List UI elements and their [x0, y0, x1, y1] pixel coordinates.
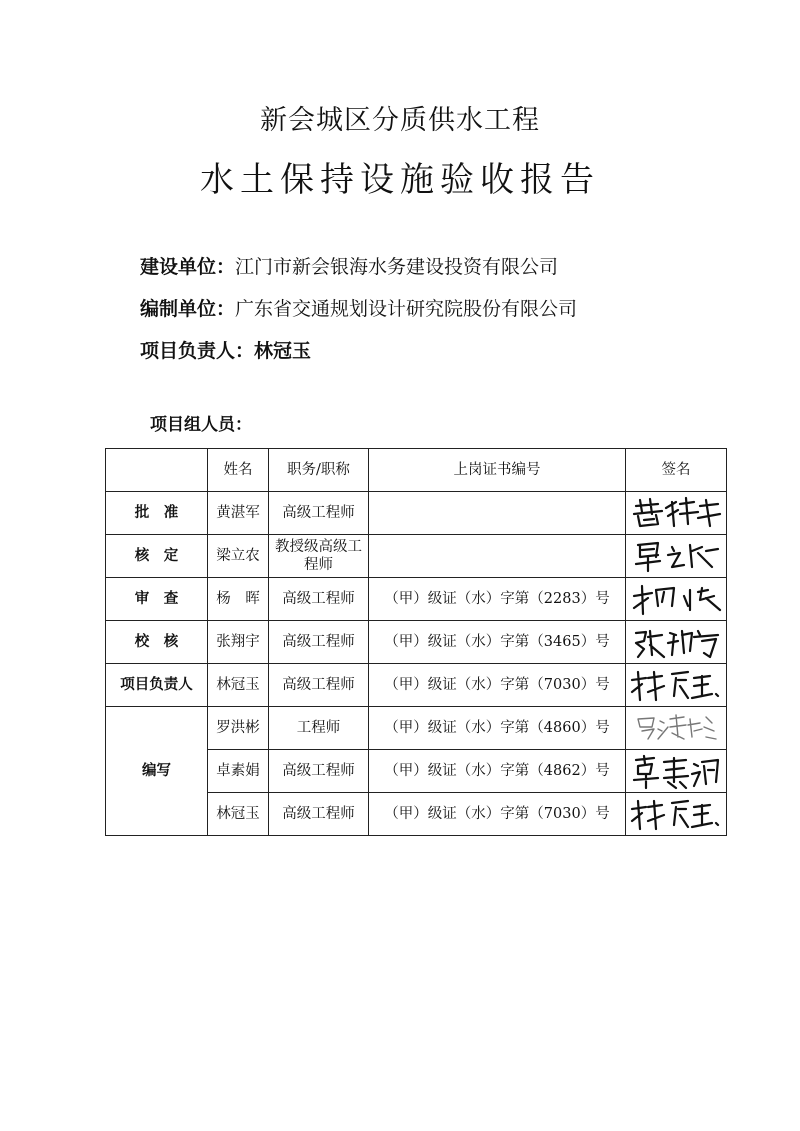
- name-cell: 梁立农: [208, 535, 269, 578]
- name-cell: 杨 晖: [208, 578, 269, 621]
- table-row: [106, 707, 727, 750]
- title-cell: 高级工程师: [269, 621, 369, 664]
- signature-cell: [626, 707, 727, 750]
- leader-label: 项目负责人：: [140, 340, 255, 362]
- cert-cell: （甲）级证（水）字第（4860）号: [369, 707, 626, 750]
- title-cell: 工程师: [269, 707, 369, 750]
- table-row: [106, 664, 727, 707]
- role-cell: 编写: [106, 707, 208, 836]
- cert-cell: [369, 535, 626, 578]
- cert-cell: （甲）级证（水）字第（2283）号: [369, 578, 626, 621]
- name-cell: 黄湛军: [208, 492, 269, 535]
- signature-image: [628, 580, 724, 618]
- role-cell: 核 定: [106, 535, 208, 578]
- compiler-value: 广东省交通规划设计研究院股份有限公司: [235, 298, 578, 320]
- signature-image: [628, 666, 724, 704]
- title-cell: 教授级高级工程师: [269, 535, 369, 578]
- title-cell: 高级工程师: [269, 492, 369, 535]
- project-title: 新会城区分质供水工程: [260, 105, 540, 136]
- signature-cell: [626, 492, 727, 535]
- role-cell: 批 准: [106, 492, 208, 535]
- signature-cell: [626, 535, 727, 578]
- compiler-label: 编制单位：: [140, 298, 236, 320]
- title-cell: 高级工程师: [269, 664, 369, 707]
- cert-cell: [369, 492, 626, 535]
- table-row: [106, 492, 727, 535]
- builder-value: 江门市新会银海水务建设投资有限公司: [235, 256, 559, 278]
- header-role: [106, 449, 208, 492]
- report-title: 水土保持设施验收报告: [200, 160, 600, 200]
- signature-cell: [626, 793, 727, 836]
- name-cell: 张翔宇: [208, 621, 269, 664]
- cert-cell: （甲）级证（水）字第（3465）号: [369, 621, 626, 664]
- signature-image: [628, 709, 724, 747]
- title-cell: 高级工程师: [269, 750, 369, 793]
- name-cell: 罗洪彬: [208, 707, 269, 750]
- role-cell: 校 核: [106, 621, 208, 664]
- signature-image: [628, 494, 724, 532]
- header-signature: 签名: [626, 449, 727, 492]
- leader-line: [140, 336, 311, 363]
- compiler-line: [140, 294, 577, 321]
- signature-image: [628, 795, 724, 833]
- signature-cell: [626, 664, 727, 707]
- cert-cell: （甲）级证（水）字第（7030）号: [369, 664, 626, 707]
- signature-image: [628, 623, 724, 661]
- table-header-row: [106, 449, 727, 492]
- role-cell: 项目负责人: [106, 664, 208, 707]
- signature-image: [628, 752, 724, 790]
- members-label: 项目组人员：: [150, 415, 252, 435]
- builder-line: [140, 252, 558, 279]
- title-cell: 高级工程师: [269, 578, 369, 621]
- role-cell: 审 查: [106, 578, 208, 621]
- cert-cell: （甲）级证（水）字第（4862）号: [369, 750, 626, 793]
- table-row: [106, 578, 727, 621]
- header-cert: 上岗证书编号: [369, 449, 626, 492]
- signature-cell: [626, 750, 727, 793]
- name-cell: 林冠玉: [208, 793, 269, 836]
- builder-label: 建设单位：: [140, 256, 236, 278]
- table-row: [106, 535, 727, 578]
- leader-value: 林冠玉: [254, 340, 312, 362]
- name-cell: 林冠玉: [208, 664, 269, 707]
- signature-cell: [626, 578, 727, 621]
- table-row: [106, 621, 727, 664]
- title-cell: 高级工程师: [269, 793, 369, 836]
- signature-cell: [626, 621, 727, 664]
- cert-cell: （甲）级证（水）字第（7030）号: [369, 793, 626, 836]
- header-name: 姓名: [208, 449, 269, 492]
- staff-table: [105, 448, 727, 836]
- name-cell: 卓素娟: [208, 750, 269, 793]
- signature-image: [628, 537, 724, 575]
- header-title: 职务/职称: [269, 449, 369, 492]
